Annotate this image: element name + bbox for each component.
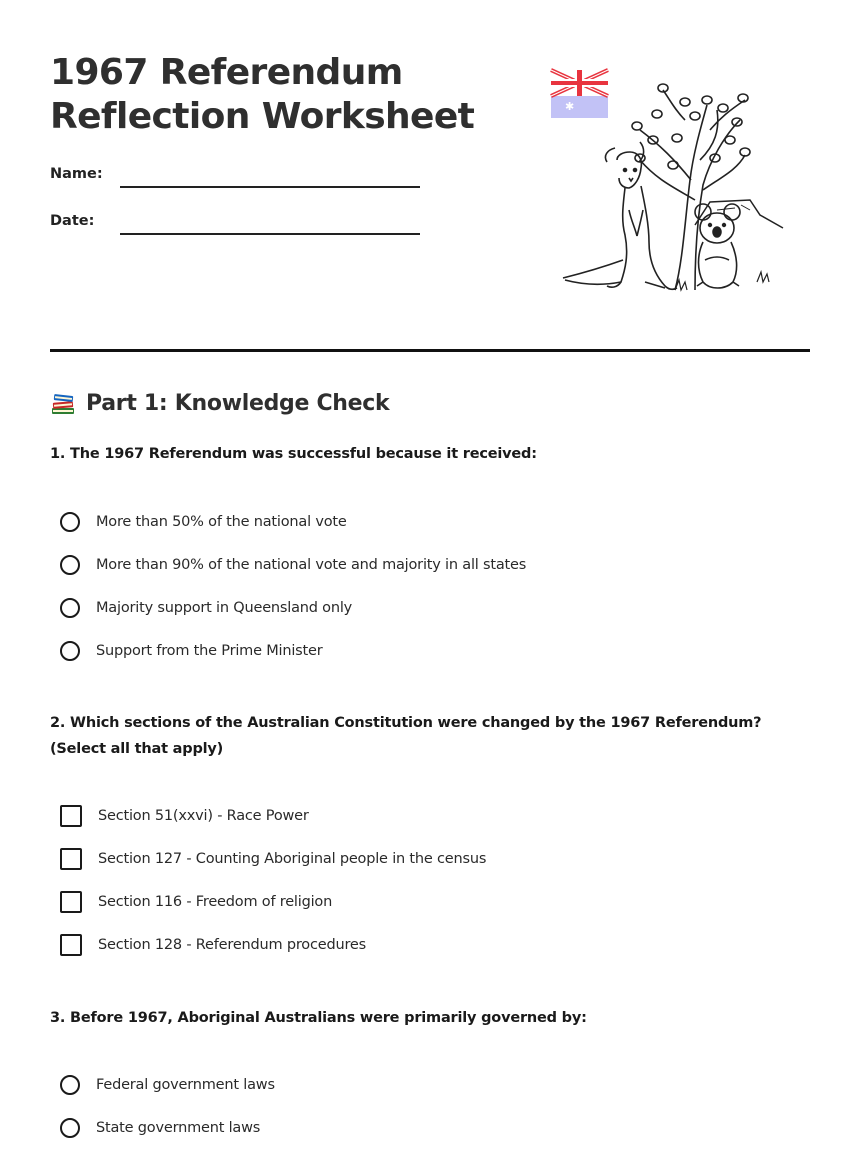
radio-button[interactable] [60, 1075, 80, 1095]
section-divider [50, 349, 810, 352]
q2-option-4[interactable] [60, 932, 366, 958]
q2-option-1[interactable] [60, 803, 309, 829]
kangaroo-icon [563, 142, 677, 289]
worksheet-title [50, 51, 510, 139]
option-label: More than 50% of the national vote [96, 514, 347, 530]
date-label: Date: [50, 213, 95, 229]
checkbox[interactable] [60, 934, 82, 956]
koala-icon [695, 204, 740, 288]
option-label: Section 128 - Referendum procedures [98, 937, 366, 953]
question-2: 2. Which sections of the Australian Constitution were changed by the 1967 Referendum? (Select all that apply) [50, 715, 762, 757]
option-label: Section 116 - Freedom of religion [98, 894, 333, 910]
checkbox[interactable] [60, 848, 82, 870]
radio-button[interactable] [60, 555, 80, 575]
checkbox[interactable] [60, 805, 82, 827]
name-field[interactable] [120, 186, 420, 188]
radio-button[interactable] [60, 598, 80, 618]
radio-button[interactable] [60, 641, 80, 661]
q2-option-3[interactable] [60, 889, 332, 915]
q1-option-1[interactable] [60, 509, 347, 535]
question-3: 3. Before 1967, Aboriginal Australians were primarily governed by: [50, 1010, 587, 1026]
q1-option-4[interactable] [60, 638, 323, 664]
checkbox[interactable] [60, 891, 82, 913]
option-label: Support from the Prime Minister [96, 643, 323, 659]
date-field[interactable] [120, 233, 420, 235]
books-icon [50, 391, 76, 417]
tree-icon [632, 84, 750, 290]
q2-option-2[interactable] [60, 846, 486, 872]
name-label: Name: [50, 166, 103, 182]
q1-option-3[interactable] [60, 595, 352, 621]
option-label: Federal government laws [96, 1077, 275, 1093]
australia-illustration [545, 60, 795, 300]
q1-option-2[interactable] [60, 552, 526, 578]
q3-option-1[interactable] [60, 1072, 275, 1098]
australian-flag-icon [551, 70, 608, 118]
option-label: State government laws [96, 1120, 261, 1136]
section-title-knowledge-check [50, 388, 389, 420]
question-1: 1. The 1967 Referendum was successful because it received: [50, 446, 537, 462]
radio-button[interactable] [60, 1118, 80, 1138]
option-label: Majority support in Queensland only [96, 600, 353, 616]
svg-text:✱: ✱ [565, 100, 575, 113]
radio-button[interactable] [60, 512, 80, 532]
q3-option-2[interactable] [60, 1115, 260, 1141]
section-title-text: Part 1: Knowledge Check [86, 391, 390, 416]
title-line-1: 1967 Referendum [50, 52, 403, 93]
option-label: Section 127 - Counting Aboriginal people in the census [98, 851, 487, 867]
title-line-2: Reflection Worksheet [50, 96, 475, 137]
option-label: Section 51(xxvi) - Race Power [98, 808, 309, 824]
option-label: More than 90% of the national vote and majority in all states [96, 557, 527, 573]
